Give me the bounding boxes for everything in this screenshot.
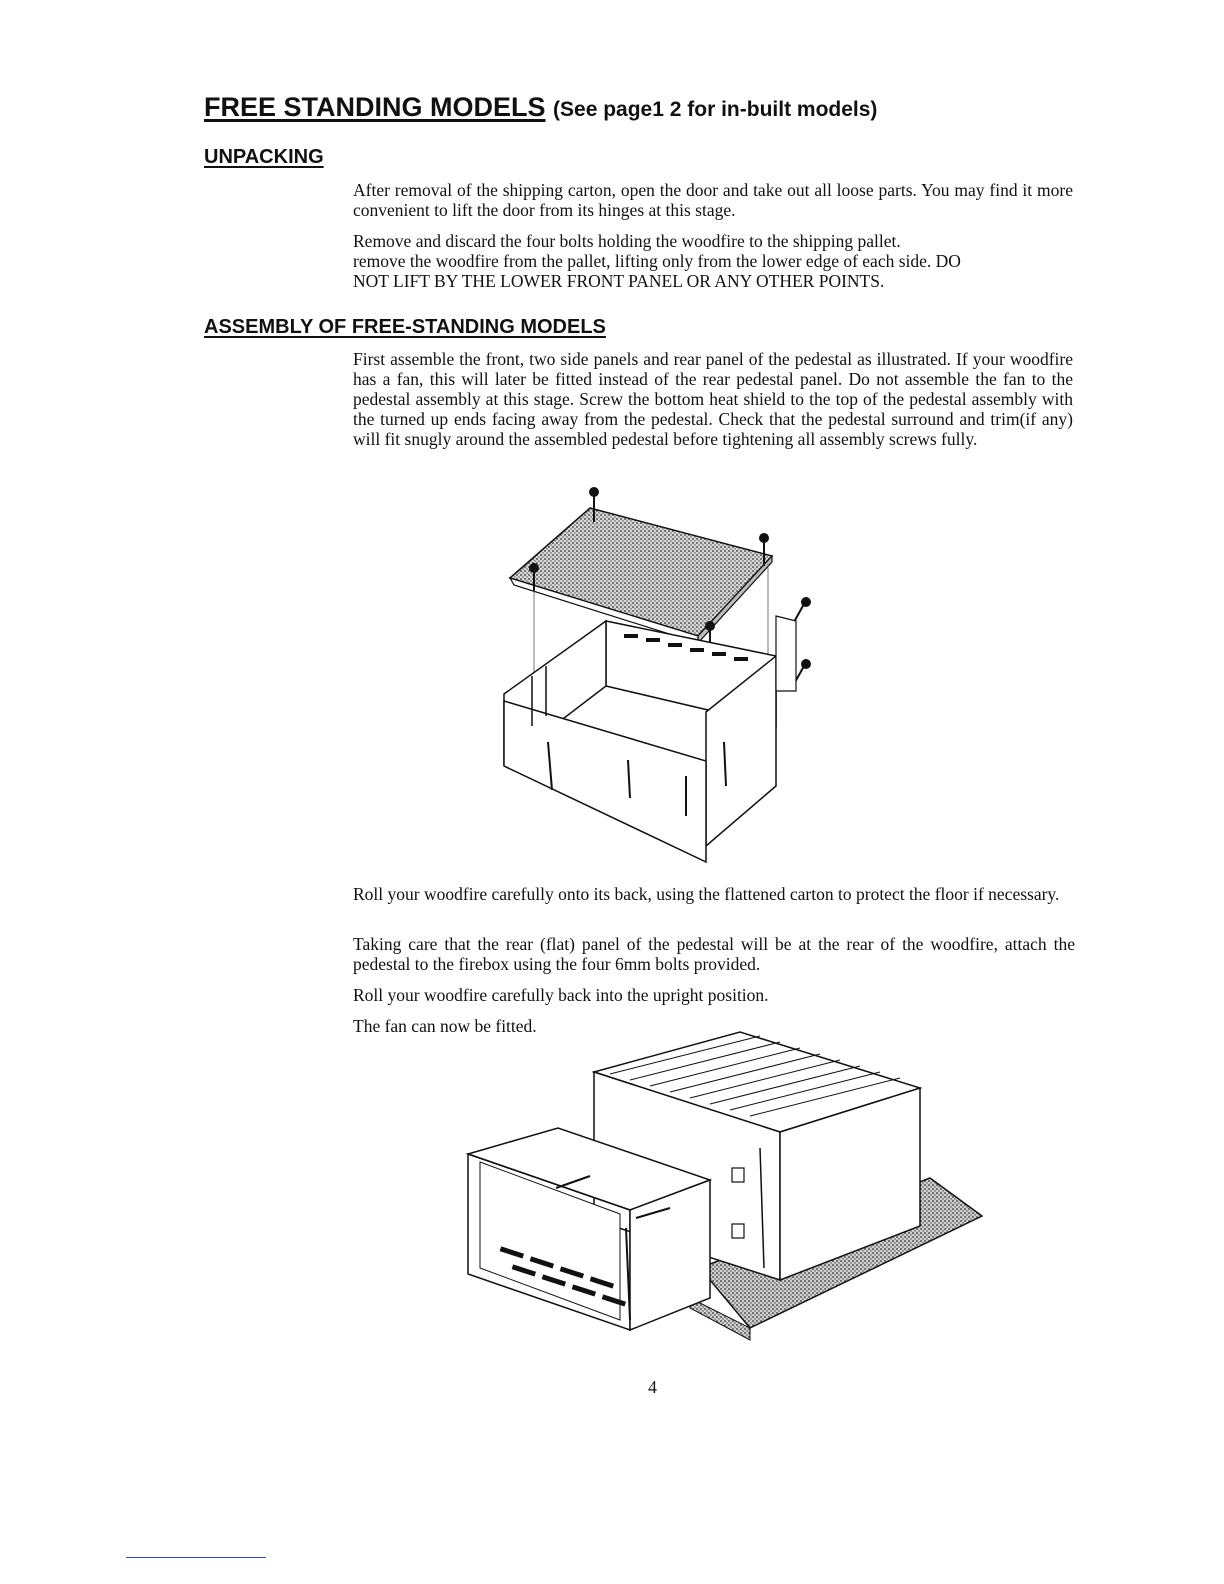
page-title: [204, 92, 877, 123]
unpacking-heading: UNPACKING: [204, 146, 324, 168]
assembly-paragraph-5: The fan can now be fitted.: [353, 1016, 537, 1036]
assembly-paragraph-3: Taking care that the rear (flat) panel of the pedestal will be at the rear of the woodfire, attach the pedestal to the firebox using the four 6mm bolts provided.: [353, 934, 1075, 974]
assembly-heading: ASSEMBLY OF FREE-STANDING MODELS: [204, 316, 606, 338]
unpacking-line-1: Remove and discard the four bolts holding the woodfire to the shipping pallet.: [353, 231, 901, 251]
assembly-paragraph-4: Roll your woodfire carefully back into the upright position.: [353, 985, 769, 1005]
assembly-paragraph-1: First assemble the front, two side panels and rear panel of the pedestal as illustrated. If your woodfire has a fan, this will later be fitted instead of the rear pedestal panel. Do not assemble the fan to the pedestal assembly at this stage. Screw the bottom heat shield to the top of the pedestal assembly with the turned up ends facing away from the pedestal. Check that the pedestal surround and trim(if any) will fit snugly around the assembled pedestal before tightening all assembly screws fully.: [353, 349, 1073, 449]
footer-rule: [126, 1557, 266, 1558]
unpacking-warning-line: NOT LIFT BY THE LOWER FRONT PANEL OR ANY OTHER POINTS.: [353, 271, 885, 291]
page-number: 4: [648, 1377, 657, 1397]
title-main: FREE STANDING MODELS: [204, 92, 546, 122]
title-note: (See page1 2 for in-built models): [553, 98, 878, 121]
unpacking-line-2: remove the woodfire from the pallet, lifting only from the lower edge of each side. DO: [353, 251, 961, 271]
assembly-paragraph-2: Roll your woodfire carefully onto its back, using the flattened carton to protect the floor if necessary.: [353, 884, 1060, 904]
pedestal-assembly-illustration: [496, 486, 820, 866]
fan-fitting-illustration: [460, 1028, 986, 1350]
unpacking-paragraph-1: After removal of the shipping carton, open the door and take out all loose parts. You may find it more convenient to lift the door from its hinges at this stage.: [353, 180, 1073, 220]
